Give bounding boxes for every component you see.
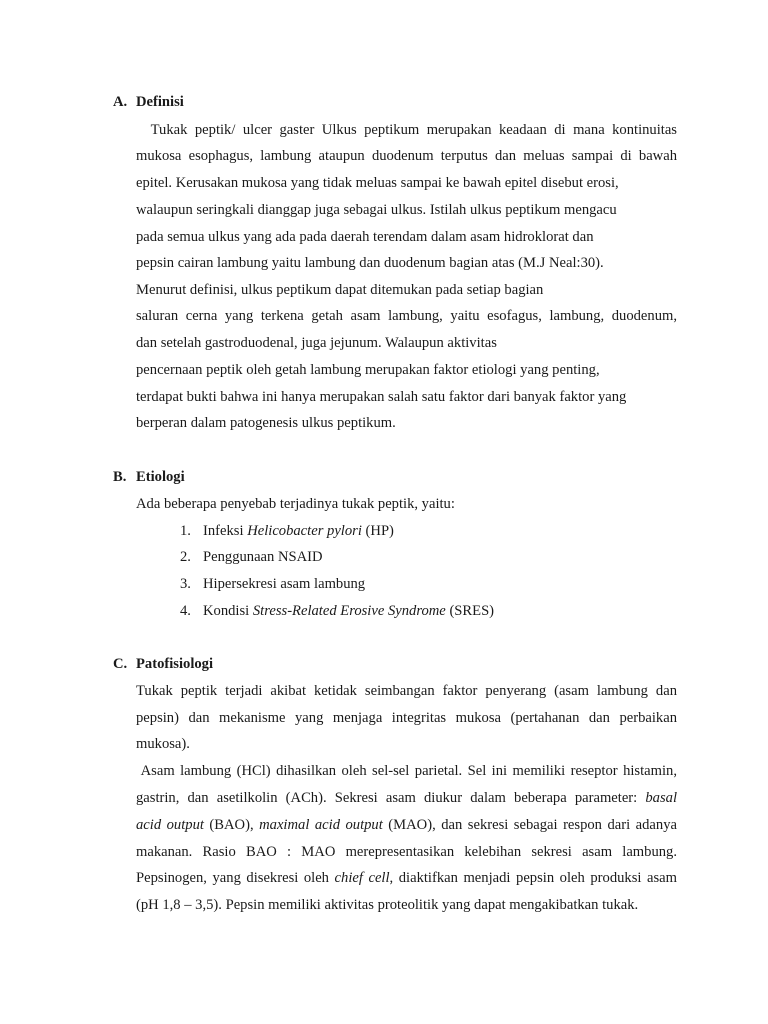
list-text: Infeksi	[203, 523, 248, 539]
definisi-line: pepsin cairan lambung yaitu lambung dan duodenum bagian atas (M.J Neal:30).	[136, 255, 604, 271]
section-letter: C.	[113, 656, 128, 672]
list-item	[180, 601, 494, 621]
list-text-italic: Stress-Related Erosive Syndrome	[252, 603, 446, 619]
line-text: gastrin, dan asetilkolin (ACh). Sekresi asam diukur dalam beberapa parameter:	[136, 790, 646, 806]
section-b-heading	[113, 467, 185, 487]
list-number: 4.	[180, 603, 191, 619]
list-text: (HP)	[361, 523, 394, 539]
patofisiologi-line	[136, 788, 677, 808]
definisi-line: terdapat bukti bahwa ini hanya merupakan salah satu faktor dari banyak faktor yang	[136, 389, 627, 405]
definisi-line: pada semua ulkus yang ada pada daerah terendam dalam asam hidroklorat dan	[136, 229, 594, 245]
definisi-line: epitel. Kerusakan mukosa yang tidak meluas sampai ke bawah epitel disebut erosi,	[136, 175, 619, 191]
definisi-line: dan setelah gastroduodenal, juga jejunum. Walaupun aktivitas	[136, 335, 497, 351]
patofisiologi-line: Tukak peptik terjadi akibat ketidak seimbangan faktor penyerang (asam lambung dan	[136, 683, 677, 699]
line-text: (MAO), dan sekresi sebagai respon dari adanya	[388, 817, 677, 833]
line-text-italic: chief cell	[334, 870, 390, 886]
patofisiologi-line	[136, 815, 677, 835]
patofisiologi-line: makanan. Rasio BAO : MAO merepresentasikan kelebihan sekresi asam lambung.	[136, 844, 677, 860]
patofisiologi-line: mukosa).	[136, 736, 190, 752]
list-item	[180, 521, 394, 541]
line-text: , diaktifkan menjadi pepsin oleh produksi asam	[389, 870, 677, 886]
line-text: (BAO),	[209, 817, 260, 833]
section-a-heading	[113, 92, 184, 112]
list-text: Hipersekresi asam lambung	[203, 576, 366, 592]
etiologi-intro: Ada beberapa penyebab terjadinya tukak peptik, yaitu:	[136, 496, 455, 512]
list-number: 1.	[180, 523, 191, 539]
definisi-line: mukosa esophagus, lambung ataupun duodenum terputus dan meluas sampai di bawah	[136, 148, 677, 164]
list-item	[180, 574, 365, 594]
patofisiologi-line: pepsin) dan mekanisme yang menjaga integritas mukosa (pertahanan dan perbaikan	[136, 710, 677, 726]
list-text: Penggunaan NSAID	[203, 549, 323, 565]
definisi-line: berperan dalam patogenesis ulkus peptikum.	[136, 415, 396, 431]
line-text-italic: basal	[645, 790, 677, 806]
patofisiologi-line: Asam lambung (HCl) dihasilkan oleh sel-sel parietal. Sel ini memiliki reseptor histamin,	[136, 763, 677, 779]
section-title: Definisi	[136, 94, 184, 110]
definisi-line: walaupun seringkali dianggap juga sebagai ulkus. Istilah ulkus peptikum mengacu	[136, 202, 617, 218]
section-title: Etiologi	[136, 469, 185, 485]
definisi-line: Menurut definisi, ulkus peptikum dapat ditemukan pada setiap bagian	[136, 282, 544, 298]
patofisiologi-line: (pH 1,8 – 3,5). Pepsin memiliki aktivitas proteolitik yang dapat mengakibatkan tukak.	[136, 897, 639, 913]
section-letter: B.	[113, 469, 127, 485]
line-text-italic: acid output	[136, 817, 204, 833]
section-title: Patofisiologi	[136, 656, 214, 672]
section-c-heading	[113, 654, 213, 674]
line-text-italic: maximal acid output	[259, 817, 383, 833]
definisi-line: saluran cerna yang terkena getah asam lambung, yaitu esofagus, lambung, duodenum,	[136, 308, 677, 324]
definisi-line: pencernaan peptik oleh getah lambung merupakan faktor etiologi yang penting,	[136, 362, 600, 378]
list-text: Kondisi	[203, 603, 253, 619]
list-number: 3.	[180, 576, 191, 592]
definisi-line: Tukak peptik/ ulcer gaster Ulkus peptikum merupakan keadaan di mana kontinuitas	[136, 122, 677, 138]
list-number: 2.	[180, 549, 191, 565]
list-text: (SRES)	[445, 603, 495, 619]
list-item	[180, 547, 323, 567]
line-text: Pepsinogen, yang disekresi oleh	[136, 870, 335, 886]
section-letter: A.	[113, 94, 128, 110]
list-text-italic: Helicobacter pylori	[247, 523, 362, 539]
patofisiologi-line	[136, 868, 677, 888]
